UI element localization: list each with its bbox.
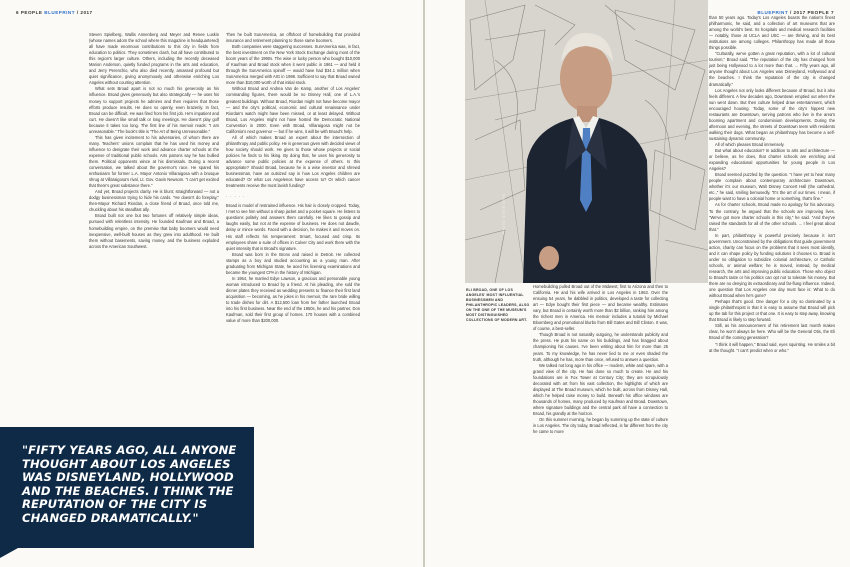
body-paragraph: Perhaps that's good. One danger for a city so dominated by a single philanthropist is that it is easy to assume that Broad will pick up the tab for this project or that one. It is easy to step away, knowing that Broad is likely to step forward.: [709, 299, 835, 323]
photo-credit: PHOTO: STEVE COHN: [502, 193, 506, 234]
magazine-brand: BLUEPRINT: [44, 10, 76, 15]
body-paragraph: than 50 years ago. Today's Los Angeles boasts the nation's finest philharmonic, he said, and a collection of art museums that are among the world's best. Its hospitals and medical research facilities — notably, those at UCLA and USC — are thriving, and its best institutions are among colleges. Philanthropy has made all those things possible.: [709, 15, 835, 51]
pull-quote: "FIFTY YEARS AGO, ALL ANYONE THOUGHT ABOUT LOS ANGELES WAS DISNEYLAND, HOLLYWOOD AND THE BEACHES. I THINK THE REPUTATION OF THE CITY IS CHANGED DRAMATICALLY.": [22, 443, 237, 525]
body-paragraph: Homebuilding pulled Broad out of the Midwest; first to Arizona and then to California. He and his wife arrived in Los Angeles in 1963. Over the ensuing 54 years, he dabbled in politics, developed a taste for collecting art — Edye bought their first piece — and became wealthy. Estimates vary, but Broad is certainly worth more than $2 billion, ranking him among the richest men in America. His memoir includes a tutorial by Michael Bloomberg and promotional blurbs from Bill Gates and Bill Clinton. It was, of course, a best-seller.: [533, 284, 668, 332]
body-paragraph: Though Broad is not naturally outgoing, he understands publicity and the press. He puts his name on his buildings, and has bragged about championing his causes. I've been writing about him for more than 25 years. To my knowledge, he has never lied to me or even shaded the truth, although he has, more than once, refused to answer a question.: [533, 332, 668, 362]
body-paragraph: All of which pleases Broad immensely.: [715, 141, 785, 147]
body-paragraph: This has given incitement to his adversaries, of whom there are many. Teachers' unions complain that he has used his money and influence to denigrate their work and advance charter schools at the expense of traditional public schools. Arts patrons say he has bullied them. Political opponents wince at his dismissals. During a recent conversation, we talked about the governor's race. He spared his enthusiasm for former L.A. Mayor Antonio Villaraigosa with a brusque shrug at Villaraigosa's rival, Lt. Gov. Gavin Newsom. "I can't get excited that there's great substance there.": [89, 134, 219, 189]
body-paragraph: Broad built not one but two fortunes off relatively simple ideas, pursued with relentless intensity. He founded Kaufman and Broad, a homebuilding empire, on the premise that baby boomers would need inexpensive, well-built houses as they grew into adulthood. He built them without basements, saving money, and the business exploded across the American Southwest.: [89, 213, 219, 249]
section-break: . . . . .: [226, 193, 246, 199]
body-paragraph: Steven Spielberg, Wallis Annenberg and Meyer and Renee Luskin (whose names adorn the school where this magazine is headquartered) all have made enormous contributions to this city in fields from education to politics. They sometimes clash, but all have contributed to this region's larger culture. Others, including the recently deceased Marion Anderson, quietly funded programs in the arts and education, and Jerry Perenchio, who also died recently, amassed profound but quiet significance, giving anonymously and otherwise enriching Los Angeles without courting attention.: [89, 32, 219, 86]
body-paragraph: "Culturally, we've gotten a great reputation, with a lot of cultural tourism," Broad said. "The reputation of the city has changed from just being Hollywood to a lot more than that. ... Fifty years ago, all anyone thought about Los Angeles was Disneyland, Hollywood and the beaches. I think the reputation of the city is changed dramatically.": [709, 51, 835, 87]
body-paragraph: We talked not long ago in his office — modern, white and spare, with a grand view of the city. He has done so much to create. He and his foundations are in Fox Tower at Century City; they are scrupulously decorated with art from his vast collection, the highlights of which are displayed at The Broad museum, which he built, across from Disney Hall, which he helped raise money to build. Beneath his office windows are thousands of homes, many produced by Kaufman and Broad. Downtown, where signature buildings and the central park all have a connection to Broad, his grandly at the horizon.: [533, 362, 668, 416]
body-paragraph: Los Angeles not only looks different because of Broad, but it also feels different. A few decades ago, Downtown emptied out when the sun went down. But then culture helped draw entertainment, which encouraged housing. Today, some of the city's hippest new restaurants are Downtown, serving patrons who live in the area's booming apartment and condominium developments. During the afternoon and evening, the streets of Downtown teem with residents walking their dogs. What began as philanthropy has become a self-sustaining dynamic community.: [709, 87, 835, 141]
body-paragraph: Without Broad and Andrea Van de Kamp, another of Los Angeles' commanding figures, there would be no Disney Hall, one of L.A.'s greatest buildings. Without Broad, Riordan might not have become mayor — and the city's political, economic and cultural renaissance under Riordan's watch might have been missed, or at least delayed. Without Broad, Los Angeles might not have hosted the Democratic National Convention in 2000. Even with Broad, Villaraigosa might not be California's next governor — but if he wins, it will be with Broad's help.: [226, 86, 360, 134]
body-paragraph: Both companies were staggering successes. SunAmerica was, in fact, the best investment on the New York Stock Exchange during most of the boom years of the 1990s. The wise or lucky person who bought $10,000 of Kaufman and Broad stock when it went public in 1961 — and held it through the SunAmerica spinoff — would have had $34.1 million when SunAmerica merged with AIG in 1998. Sufficient to say that Broad owned more than $10,000 worth of that initial stock.: [226, 44, 360, 86]
body-paragraph: What sets Broad apart is not so much his generosity as his influence. Broad gives generously but also strategically — he uses his money to support projects he admires and then requires that those efforts produce results. He does so openly, even brazenly. In fact, Broad can be difficult. He was fired from his first job. He's impatient and curt. He doesn't like small talk or long meetings. He doesn't play golf because it takes too long. The first line of his memoir reads: "I am unreasonable." The book's title is "The Art of Being Unreasonable.": [89, 86, 219, 134]
body-paragraph: "I think it will happen," Broad said, eyes squinting. He smiles a bit at the thought. "I can't predict when or who.": [709, 341, 835, 353]
body-paragraph: Broad is model of restrained influence. His hair is closely cropped. Today, I met to see him without a sharp jacket and a pocket square. He listens to questions politely and answers them carefully. He likes to gossip and laughs easily, but not at the expense of business. He does not dawdle, delay or mince words. Faced with a decision, he makes it and moves on. His staff reflects his temperament: Smart, focused and crisp. Its employees share a suite of offices in Culver City and work there with the quiet intensity that is Broad's signature.: [226, 203, 360, 251]
photograph-portrait-icon: [465, 0, 708, 283]
body-paragraph: All of which makes Broad an expert about the intersection of philanthropy and public policy. He is generous given with decided views of how society should work. He gives to those whose projects or social policies he finds to his liking. By doing that, he uses his generosity to advance some public policies at the expense of others. Is this appropriate? Should Broad, because he is a wise investor and shrewd businessman, have an outsized say in how Los Angeles children are educated? Or what Los Angelenos have access to? Or which cancer treatments receive the most lavish funding?: [226, 134, 360, 189]
section-label: PEOPLE: [20, 10, 43, 15]
body-paragraph: Still, as his announcement of his retirement last month makes clear, he won't always be here. Who will be the General Otis, the Eli Broad of the coming generation?: [709, 323, 835, 341]
body-paragraph: And yet, Broad projects clarity. He is blunt; straightforward — not a dodgy businessman trying to hide his cards. "He doesn't do foreplay," then-Mayor Richard Riordan, a close friend of Broad, once told me, chuckling about his steadfast ally.: [89, 189, 219, 213]
body-paragraph: Broad seemed puzzled by the question. "I have yet to hear many people complain about contemporary architecture Downtown, whether it's our museum, Walt Disney Concert Hall (the cathedral, etc.," he said, smiling bemusedly. "It's the art of our times. I mean, if people want to have a colonial home or something, that's fine.": [709, 172, 835, 202]
page-number: 6: [16, 10, 20, 15]
body-paragraph: Broad was born in the Bronx and raised in Detroit. He collected stamps as a boy and studied accounting as a young man. After graduating from Michigan State, he aced his licensing examinations and became the youngest CPA in the history of Michigan.: [226, 251, 360, 275]
body-paragraph: On this summer morning, he began by summing up the state of culture in Los Angeles. The city today, Broad reflected, is far different from the city he came to more: [533, 417, 668, 435]
body-paragraph: But what about education? In addition to arts and architecture — or believe, as he does, that charter schools are enriching and expanding educational opportunities for young people in Los Angeles?: [709, 148, 835, 172]
issue-label: / 2017: [789, 10, 806, 15]
photo-caption: ELI BROAD, ONE OF LOS ANGELES' MOST INFLUENTIAL BUSINESSMEN AND PHILANTHROPIC LEADERS, ALSO ON THE ONE OF THE MUSEUM'S MOST DISTINGUISHED COLLECTIONS OF MODERN ART.: [466, 288, 530, 322]
body-paragraph: In part, philanthropy is powerful precisely because it isn't government. Unconstrained by the obligations that guide government action, charity can focus on the problems that it sees most identify, and it can shape policy by funding solutions it chooses to. Broad is under no obligation to subsidize colonial architecture, or Catholic schools, or animal welfare; he is moved, instead, by medical research, the arts and improving public education. Those who object to Broad's taste or his politics can opt not to tolerate his money. But there are no denying its extraordinary and far-flung influence. Indeed, one question that Los Angeles one day must face is: What to do without Broad when he's gone?: [709, 232, 835, 299]
issue-label: / 2017: [76, 10, 93, 15]
body-paragraph: In 1954, he married Edye Lawson, a gracious and personable young woman introduced to Broad by a friend. At his pleading, she sold the dinner plates they received as wedding presents to finance their first land acquisition — becoming, as he jokes in his memoir, the rare bride willing to trade dishes for dirt. A $12,500 loan from her father launched Broad into his first business. Near the end of the 1950s, he and his partner, Don Kaufman, sold their first group of homes. 170 houses with a combined value of more than $200,000.: [226, 275, 360, 324]
magazine-brand: BLUEPRINT: [757, 10, 789, 15]
text-column-3: [533, 284, 668, 562]
text-column-1: [89, 32, 219, 424]
text-column-4: [709, 15, 835, 562]
pull-quote-notch: [0, 548, 18, 558]
left-page: [0, 0, 423, 567]
portrait-photo: [465, 0, 708, 283]
section-label: PEOPLE: [807, 10, 830, 15]
body-paragraph: As for charter schools, Broad made no apology for his advocacy. To the contrary, he argued that the schools are improving lives. "We've got more charter schools in this city," he said. "And they've raised the standards for all of the other schools. ... I feel great about that.": [709, 202, 835, 232]
left-folio: [16, 10, 93, 15]
body-paragraph: Then he built SunAmerica, an offshoot of homebuilding that provided insurance and retirement planning to those same boomers.: [226, 32, 360, 44]
page-number: 7: [830, 10, 834, 15]
